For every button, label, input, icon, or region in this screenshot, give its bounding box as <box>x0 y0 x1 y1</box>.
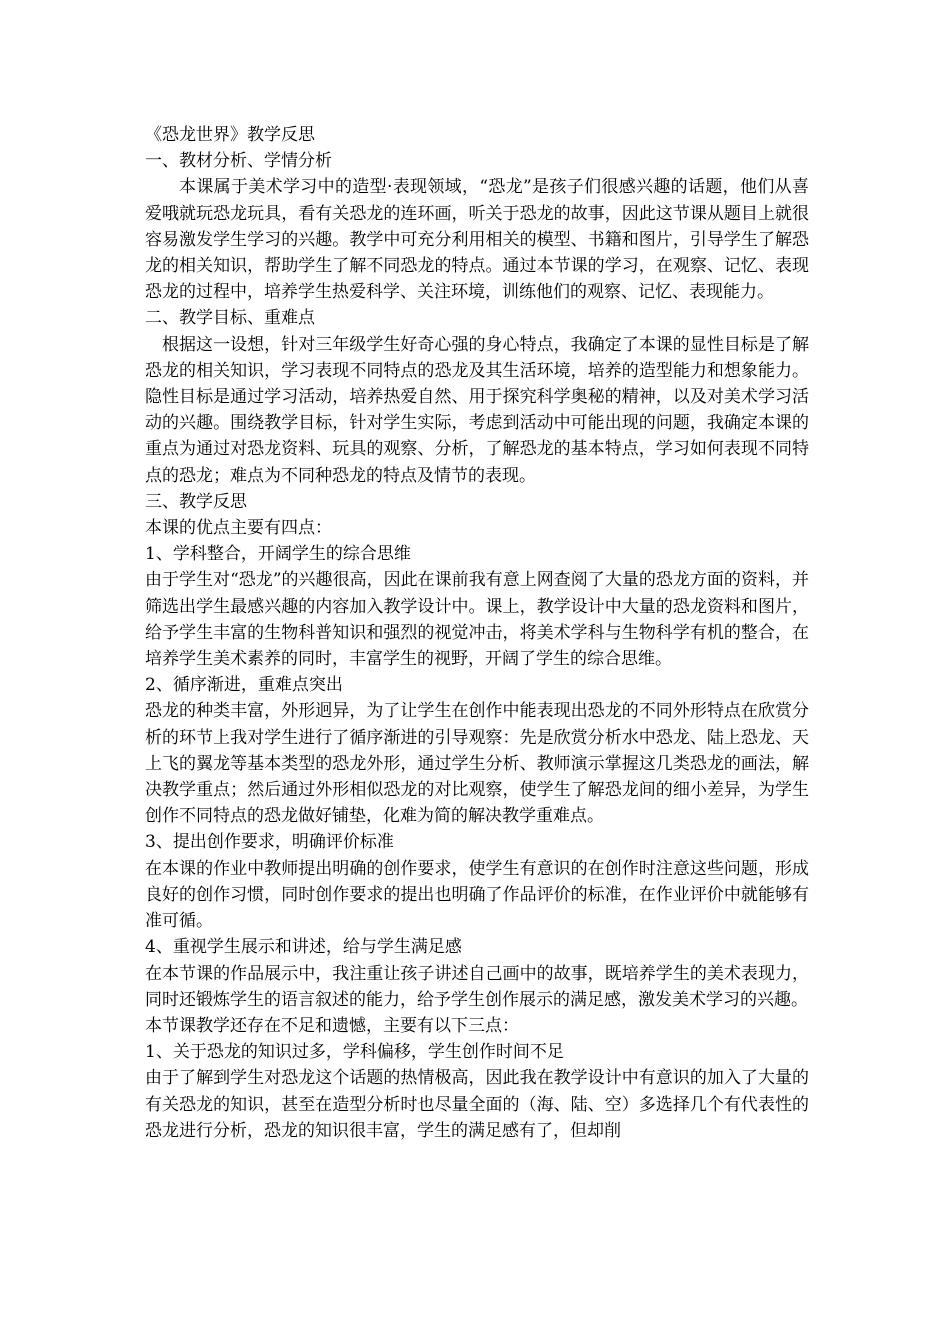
point2-title: 2、循序渐进，重难点突出 <box>145 675 343 696</box>
point1-text: 由于学生对“恐龙”的兴趣很高，因此在课前我有意上网查阅了大量的恐龙方面的资料，并筛选出学生最感兴趣的内容加入教学设计中。课上，教学设计中大量的恐龙资料和图片，给予学生丰富的生物科普知识和强烈的视觉冲击，将美术学科与生物科学有机的整合，在培养学生美术素养的同时，丰富学生的视野，开阔了学生的综合思维。 <box>145 570 809 670</box>
section2-heading: 二、教学目标、重难点 <box>145 308 315 329</box>
strengths-intro: 本课的优点主要有四点： <box>145 518 332 539</box>
document-page <box>145 122 809 1144</box>
document-title: 《恐龙世界》教学反思 <box>145 125 315 145</box>
weaknesses-intro: 本节课教学还存在不足和遗憾，主要有以下三点： <box>145 1015 519 1036</box>
point4-text: 在本节课的作品展示中，我注重让孩子讲述自己画中的故事，既培养学生的美术表现力，同时还锻炼学生的语言叙述的能力，给予学生创作展示的满足感，激发美术学习的兴趣。 <box>145 963 809 1010</box>
section2-paragraph: 根据这一设想，针对三年级学生好奇心强的身心特点，我确定了本课的显性目标是了解恐龙的相关知识，学习表现不同特点的恐龙及其生活环境，培养的造型能力和想象能力。隐性目标是通过学习活动，培养热爱自然、用于探究科学奥秘的精神，以及对美术学习活动的兴趣。围绕教学目标，针对学生实际，考虑到活动中可能出现的问题，我确定本课的重点为通过对恐龙资料、玩具的观察、分析，了解恐龙的基本特点，学习如何表现不同特点的恐龙；难点为不同种恐龙的特点及情节的表现。 <box>145 334 809 486</box>
weakness1-title: 1、关于恐龙的知识过多，学科偏移，学生创作时间不足 <box>145 1042 564 1063</box>
section3-heading: 三、教学反思 <box>145 491 247 512</box>
section1-paragraph: 本课属于美术学习中的造型·表现领域，“恐龙”是孩子们很感兴趣的话题，他们从喜爱哦就玩恐龙玩具，看有关恐龙的连环画，听关于恐龙的故事，因此这节课从题目上就很容易激发学生学习的兴趣。教学中可充分利用相关的模型、书籍和图片，引导学生了解恐龙的相关知识，帮助学生了解不同恐龙的特点。通过本节课的学习，在观察、记忆、表现恐龙的过程中，培养学生热爱科学、关注环境，训练他们的观察、记忆、表现能力。 <box>145 177 809 303</box>
point4-title: 4、重视学生展示和讲述，给与学生满足感 <box>145 937 462 958</box>
point3-title: 3、提出创作要求，明确评价标准 <box>145 832 394 853</box>
point3-text: 在本课的作业中教师提出明确的创作要求，使学生有意识的在创作时注意这些问题，形成良好的创作习惯，同时创作要求的提出也明确了作品评价的标准，在作业评价中就能够有准可循。 <box>145 858 809 932</box>
section1-heading: 一、教材分析、学情分析 <box>145 151 332 172</box>
weakness1-text: 由于了解到学生对恐龙这个话题的热情极高，因此我在教学设计中有意识的加入了大量的有关恐龙的知识，甚至在造型分析时也尽量全面的（海、陆、空）多选择几个有代表性的恐龙进行分析，恐龙的知识很丰富，学生的满足感有了，但却削 <box>145 1068 809 1141</box>
point2-text: 恐龙的种类丰富，外形迥异，为了让学生在创作中能表现出恐龙的不同外形特点在欣赏分析的环节上我对学生进行了循序渐进的引导观察：先是欣赏分析水中恐龙、陆上恐龙、天上飞的翼龙等基本类型的恐龙外形，通过学生分析、教师演示掌握这几类恐龙的画法，解决教学重点；然后通过外形相似恐龙的对比观察，使学生了解恐龙间的细小差异，为学生创作不同特点的恐龙做好铺垫，化难为简的解决教学重难点。 <box>145 701 809 827</box>
point1-title: 1、学科整合，开阔学生的综合思维 <box>145 544 411 565</box>
